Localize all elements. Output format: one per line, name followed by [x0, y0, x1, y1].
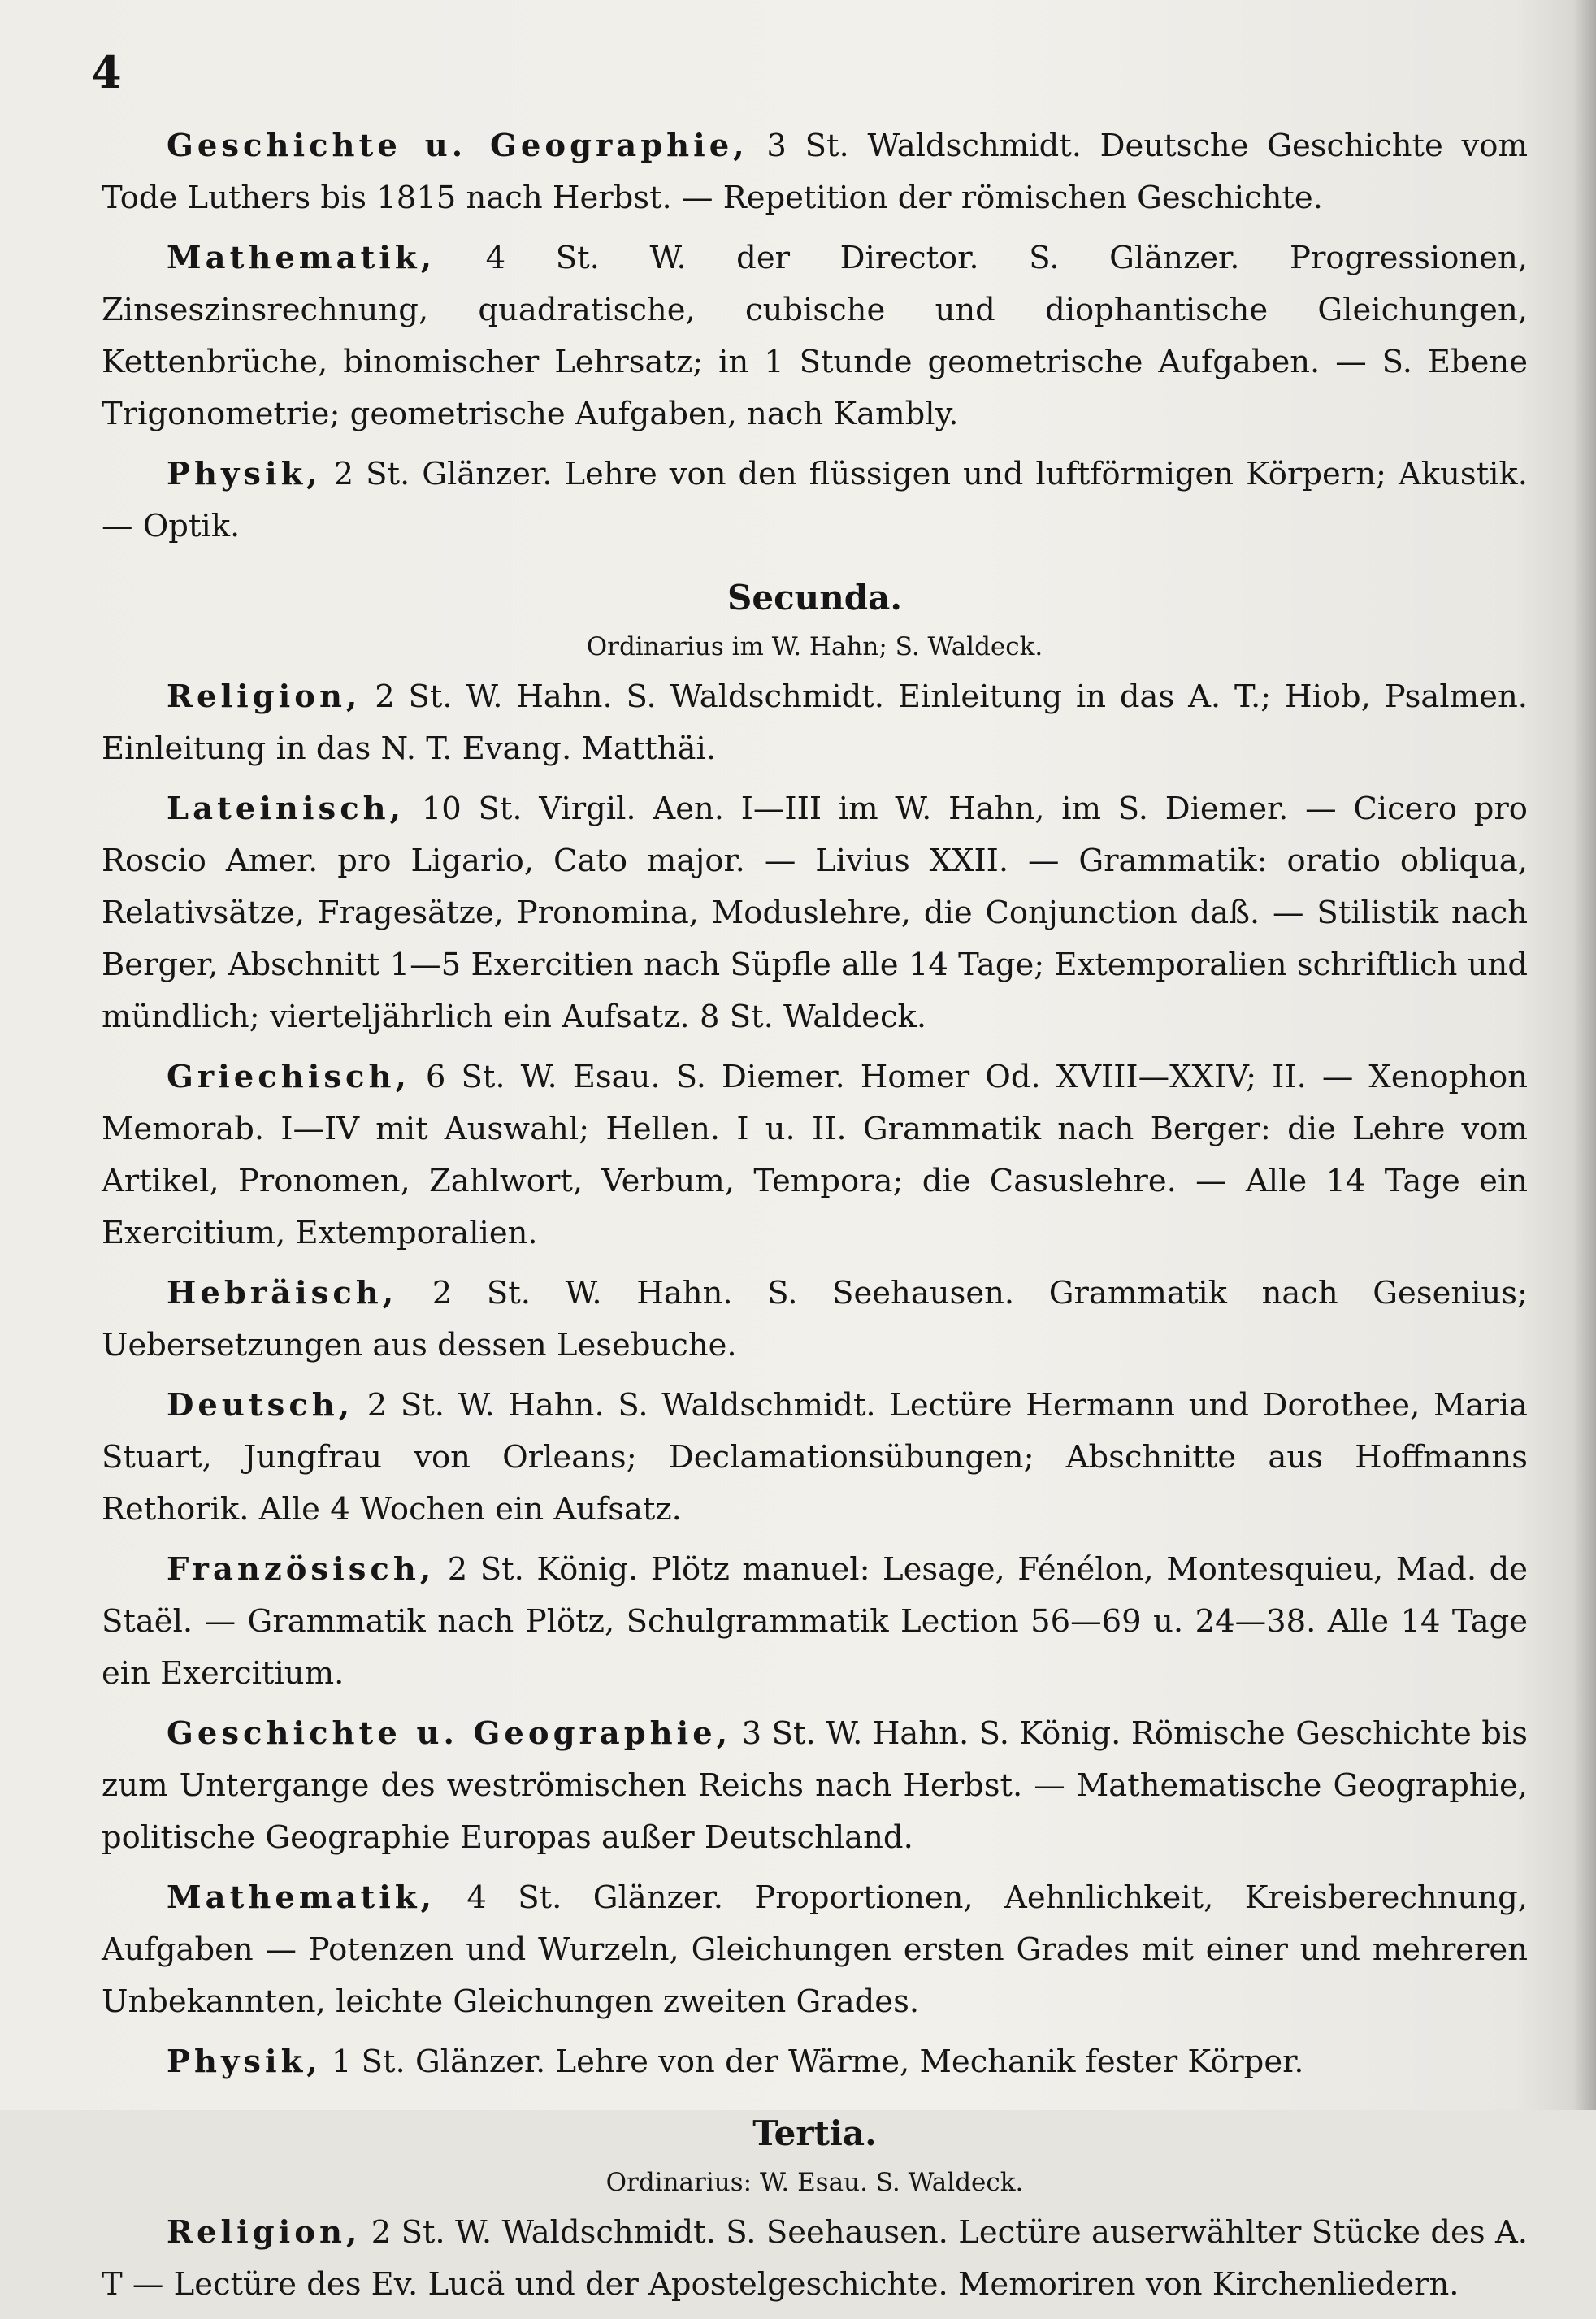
section-title-tertia: Tertia. [752, 2113, 877, 2153]
subject-name: Geschichte u. Geographie, [167, 1715, 732, 1752]
paragraph-text: 2 St. W. Waldschmidt. S. Seehausen. Lectüre auserwählter Stücke des A. T — Lectüre des Ev. Lucä und der Apostelgeschichte. Memoriren von Kirchenliedern. [102, 2214, 1528, 2303]
page-body [102, 120, 1528, 2319]
paragraph-secunda-mathematik [102, 1872, 1528, 2028]
paragraph-text: 3 St. W. Hahn. S. König. Römische Geschichte bis zum Untergange des weströmischen Reichs nach Herbst. — Mathematische Geographie, politische Geographie Europas außer Deutschland. [102, 1715, 1528, 1856]
paragraph-text: 2 St. Glänzer. Lehre von den flüssigen und luftförmigen Körpern; Akustik. — Optik. [102, 456, 1528, 544]
paragraph-text: 4 St. W. der Director. S. Glänzer. Progressionen, Zinseszinsrechnung, quadratische, cubische und diophantische Gleichungen, Kettenbrüche, binomischer Lehrsatz; in 1 Stunde geometrische Aufgaben. — S. Ebene Trigonometrie; geometrische Aufgaben, nach Kambly. [102, 240, 1528, 432]
section-ordinarius-secunda: Ordinarius im W. Hahn; S. Waldeck. [586, 632, 1043, 661]
page-edge-shadow [1573, 0, 1596, 2110]
paragraph-secunda-lateinisch [102, 783, 1528, 1043]
section-ordinarius-tertia: Ordinarius: W. Esau. S. Waldeck. [605, 2168, 1024, 2197]
paragraph-prima-mathematik [102, 232, 1528, 440]
subject-name: Physik, [167, 2044, 322, 2080]
paragraph-text: 6 St. W. Esau. S. Diemer. Homer Od. XVIII—XXIV; II. — Xenophon Memorab. I—IV mit Auswahl; Hellen. I u. II. Grammatik nach Berger: die Lehre vom Artikel, Pronomen, Zahlwort, Verbum, Tempora; die Casuslehre. — Alle 14 Tage ein Exercitium, Extemporalien. [102, 1059, 1528, 1251]
paragraph-secunda-hebraeisch [102, 1268, 1528, 1372]
subject-name: Hebräisch, [167, 1275, 398, 1311]
paragraph-secunda-physik [102, 2036, 1528, 2088]
paragraph-secunda-franzoesisch [102, 1544, 1528, 1700]
paragraph-prima-geschichte [102, 120, 1528, 224]
subject-name: Mathematik, [167, 240, 436, 276]
paragraph-text: 2 St. W. Hahn. S. Waldschmidt. Einleitung in das A. T.; Hiob, Psalmen. Einleitung in das N. T. Evang. Matthäi. [102, 678, 1528, 767]
paragraph-text: 10 St. Virgil. Aen. I—III im W. Hahn, im S. Diemer. — Cicero pro Roscio Amer. pro Ligario, Cato major. — Livius XXII. — Grammatik: oratio obliqua, Relativsätze, Fragesätze, Pronomina, Moduslehre, die Conjunction daß. — Stilistik nach Berger, Abschnitt 1—5 Exercitien nach Süpfle alle 14 Tage; Extemporalien schriftlich und mündlich; vierteljährlich ein Aufsatz. 8 St. Waldeck. [102, 791, 1528, 1035]
subject-name: Mathematik, [167, 1879, 436, 1916]
paragraph-prima-physik [102, 449, 1528, 553]
paragraph-text: 2 St. König. Plötz manuel: Lesage, Fénélon, Montesquieu, Mad. de Staël. — Grammatik nach Plötz, Schulgrammatik Lection 56—69 u. 24—38. Alle 14 Tage ein Exercitium. [102, 1551, 1528, 1692]
section-title-secunda: Secunda. [727, 578, 902, 618]
paragraph-secunda-geschichte [102, 1708, 1528, 1864]
subject-name: Physik, [167, 456, 322, 492]
subject-name: Griechisch, [167, 1059, 410, 1095]
subject-name: Geschichte u. Geographie, [167, 128, 748, 164]
paragraph-tertia-religion [102, 2207, 1528, 2311]
subject-name: Religion, [167, 678, 362, 715]
subject-name: Religion, [167, 2214, 362, 2251]
paragraph-text: 2 St. W. Hahn. S. Seehausen. Grammatik nach Gesenius; Uebersetzungen aus dessen Lesebuche. [102, 1275, 1528, 1363]
subject-name: Französisch, [167, 1551, 436, 1588]
paragraph-text: 3 St. Waldschmidt. Deutsche Geschichte vom Tode Luthers bis 1815 nach Herbst. — Repetition der römischen Geschichte. [102, 128, 1528, 216]
page-number: 4 [91, 46, 122, 98]
subject-name: Lateinisch, [167, 791, 406, 827]
paragraph-text: 2 St. W. Hahn. S. Waldschmidt. Lectüre Hermann und Dorothee, Maria Stuart, Jungfrau von Orleans; Declamationsübungen; Abschnitte aus Hoffmanns Rethorik. Alle 4 Wochen ein Aufsatz. [102, 1387, 1528, 1528]
paragraph-secunda-deutsch [102, 1380, 1528, 1536]
subject-name: Deutsch, [167, 1387, 354, 1424]
paragraph-secunda-religion [102, 671, 1528, 775]
paragraph-text: 1 St. Glänzer. Lehre von der Wärme, Mechanik fester Körper. [321, 2044, 1304, 2080]
paragraph-secunda-griechisch [102, 1051, 1528, 1259]
paragraph-text: 4 St. Glänzer. Proportionen, Aehnlichkeit, Kreisberechnung, Aufgaben — Potenzen und Wurzeln, Gleichungen ersten Grades mit einer und mehreren Unbekannten, leichte Gleichungen zweiten Grades. [102, 1879, 1528, 2020]
